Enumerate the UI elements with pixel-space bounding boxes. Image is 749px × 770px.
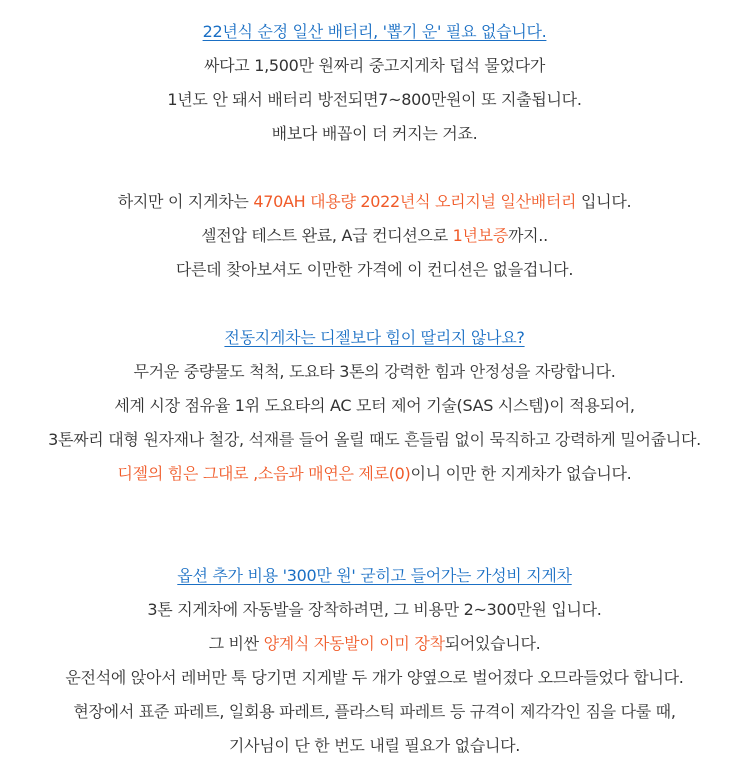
- section2-line2: [0, 219, 749, 253]
- section2-line3: 다른데 찾아보셔도 이만한 가격에 이 컨디션은 없을겁니다.: [175, 260, 574, 279]
- text: 그 비싼: [208, 634, 264, 653]
- section1-line3: 배보다 배꼽이 더 커지는 거죠.: [271, 124, 478, 143]
- highlight-text: 디젤의 힘은 그대로 ,소음과 매연은 제로(0): [117, 464, 411, 483]
- section4-line3: 운전석에 앉아서 레버만 툭 당기면 지게발 두 개가 양옆으로 벌어졌다 오므라들었다 합니다.: [65, 668, 684, 687]
- highlight-text: 1년보증: [452, 226, 508, 245]
- section2-line1: [0, 185, 749, 219]
- section3-heading: 전동지게차는 디젤보다 힘이 딸리지 않나요?: [224, 328, 525, 347]
- text: 입니다.: [576, 192, 632, 211]
- section4-line1: 3톤 지게차에 자동발을 장착하려면, 그 비용만 2~300만원 입니다.: [147, 600, 602, 619]
- section4-line5: 기사님이 단 한 번도 내릴 필요가 없습니다.: [228, 736, 521, 755]
- section3-line2: 세계 시장 점유율 1위 도요타의 AC 모터 제어 기술(SAS 시스템)이 적용되어,: [114, 396, 635, 415]
- section3-line1: 무거운 중량물도 척척, 도요타 3톤의 강력한 힘과 안정성을 자랑합니다.: [133, 362, 616, 381]
- section3-line3: 3톤짜리 대형 원자재나 철강, 석재를 들어 올릴 때도 흔들림 없이 묵직하고 강력하게 밀어줍니다.: [48, 430, 701, 449]
- text: 하지만 이 지게차는: [117, 192, 254, 211]
- section4-line4: 현장에서 표준 파레트, 일회용 파레트, 플라스틱 파레트 등 규격이 제각각인 짐을 다룰 때,: [73, 702, 676, 721]
- spacer: [0, 151, 749, 185]
- spacer: [0, 287, 749, 321]
- highlight-text: 470AH 대용량 2022년식 오리지널 일산배터리: [253, 192, 577, 211]
- text: 셀전압 테스트 완료, A급 컨디션으로: [201, 226, 453, 245]
- section3-line4: [0, 457, 749, 491]
- text: 이니 이만 한 지게차가 없습니다.: [410, 464, 632, 483]
- section1-heading: 22년식 순정 일산 배터리, '뽑기 운' 필요 없습니다.: [202, 22, 547, 41]
- section1-line1: 싸다고 1,500만 원짜리 중고지게차 덥석 물었다가: [203, 56, 546, 75]
- spacer: [0, 491, 749, 559]
- section1-line2: 1년도 안 돼서 배터리 방전되면7~800만원이 또 지출됩니다.: [167, 90, 582, 109]
- text: 까지..: [508, 226, 548, 245]
- text: 되어있습니다.: [444, 634, 541, 653]
- section4-heading: 옵션 추가 비용 '300만 원' 굳히고 들어가는 가성비 지게차: [177, 566, 572, 585]
- section4-line2: [0, 627, 749, 661]
- highlight-text: 양계식 자동발이 이미 장착: [263, 634, 445, 653]
